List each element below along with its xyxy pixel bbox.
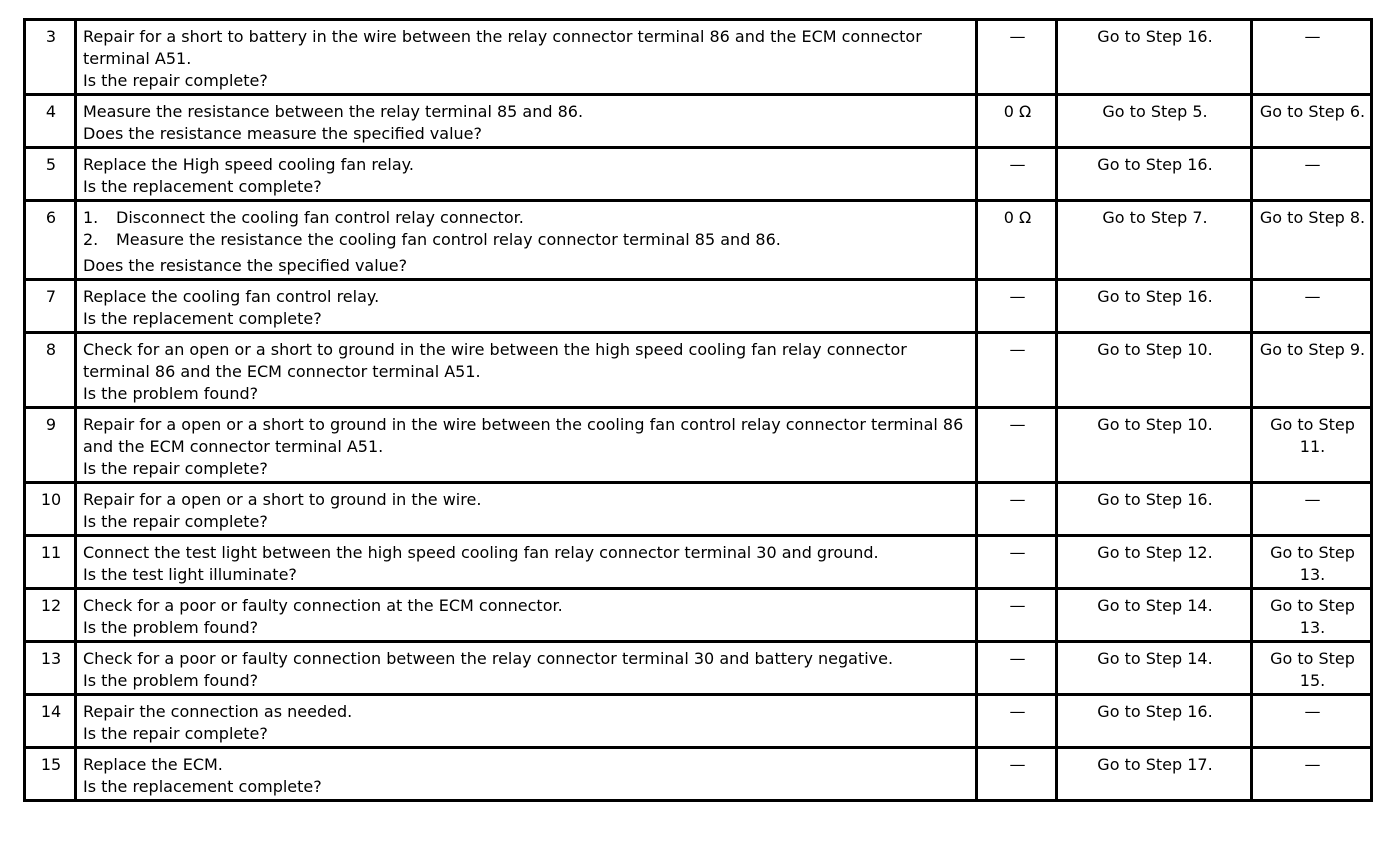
question-text: Is the repair complete? — [83, 71, 268, 90]
question-text: Is the repair complete? — [83, 459, 268, 478]
step-number-cell: 11 — [25, 536, 76, 589]
no-cell: — — [1252, 483, 1372, 536]
action-text: Connect the test light between the high speed cooling fan relay connector terminal 30 and ground. — [83, 543, 879, 562]
action-cell — [76, 695, 977, 748]
substep-list — [83, 207, 971, 251]
value-cell: 0 Ω — [977, 201, 1057, 280]
no-cell: — — [1252, 280, 1372, 333]
yes-cell: Go to Step 17. — [1057, 748, 1252, 801]
value-cell: — — [977, 148, 1057, 201]
yes-cell: Go to Step 16. — [1057, 483, 1252, 536]
no-cell: — — [1252, 748, 1372, 801]
table-row — [25, 695, 1372, 748]
step-number-cell: 10 — [25, 483, 76, 536]
action-cell — [76, 95, 977, 148]
yes-cell: Go to Step 5. — [1057, 95, 1252, 148]
substep-number: 1. — [83, 208, 99, 227]
value-cell: — — [977, 642, 1057, 695]
no-cell: Go to Step 11. — [1252, 408, 1372, 483]
action-text: Repair the connection as needed. — [83, 702, 353, 721]
action-cell — [76, 483, 977, 536]
question-text: Does the resistance the specified value? — [83, 256, 408, 275]
value-cell: — — [977, 748, 1057, 801]
substep-text: Measure the resistance the cooling fan control relay connector terminal 85 and 86. — [116, 230, 781, 249]
yes-cell: Go to Step 14. — [1057, 642, 1252, 695]
action-text: Repair for a short to battery in the wire between the relay connector terminal 86 and the ECM connector terminal A51. — [83, 27, 922, 68]
diagnostic-table-body — [25, 20, 1372, 801]
action-cell — [76, 333, 977, 408]
step-number-cell: 5 — [25, 148, 76, 201]
table-row — [25, 483, 1372, 536]
action-cell — [76, 201, 977, 280]
table-row — [25, 201, 1372, 280]
action-text: Measure the resistance between the relay terminal 85 and 86. — [83, 102, 584, 121]
yes-cell: Go to Step 10. — [1057, 408, 1252, 483]
no-cell: Go to Step 15. — [1252, 642, 1372, 695]
action-cell — [76, 20, 977, 95]
question-text: Is the repair complete? — [83, 724, 268, 743]
yes-cell: Go to Step 12. — [1057, 536, 1252, 589]
action-text: Check for a poor or faulty connection at the ECM connector. — [83, 596, 563, 615]
no-cell: Go to Step 9. — [1252, 333, 1372, 408]
substep-item — [83, 207, 971, 229]
no-cell: — — [1252, 695, 1372, 748]
no-cell: Go to Step 13. — [1252, 536, 1372, 589]
action-cell — [76, 642, 977, 695]
table-row — [25, 280, 1372, 333]
table-row — [25, 95, 1372, 148]
step-number-cell: 3 — [25, 20, 76, 95]
yes-cell: Go to Step 14. — [1057, 589, 1252, 642]
no-cell: — — [1252, 148, 1372, 201]
action-text: Repair for a open or a short to ground in the wire between the cooling fan control relay connector terminal 86 and the ECM connector terminal A51. — [83, 415, 964, 456]
value-cell: — — [977, 536, 1057, 589]
action-cell — [76, 748, 977, 801]
question-text: Is the replacement complete? — [83, 177, 322, 196]
substep-item — [83, 229, 971, 251]
table-row — [25, 536, 1372, 589]
value-cell: — — [977, 695, 1057, 748]
action-text: Check for a poor or faulty connection between the relay connector terminal 30 and battery negative. — [83, 649, 894, 668]
question-text: Is the replacement complete? — [83, 777, 322, 796]
substep-text: Disconnect the cooling fan control relay connector. — [116, 208, 524, 227]
step-number-cell: 14 — [25, 695, 76, 748]
action-text: Replace the ECM. — [83, 755, 223, 774]
table-row — [25, 333, 1372, 408]
question-text: Is the problem found? — [83, 618, 259, 637]
action-cell — [76, 408, 977, 483]
step-number-cell: 6 — [25, 201, 76, 280]
action-cell — [76, 589, 977, 642]
step-number-cell: 13 — [25, 642, 76, 695]
action-text: Repair for a open or a short to ground in the wire. — [83, 490, 482, 509]
table-row — [25, 148, 1372, 201]
question-text: Does the resistance measure the specified value? — [83, 124, 482, 143]
table-row — [25, 642, 1372, 695]
yes-cell: Go to Step 16. — [1057, 148, 1252, 201]
step-number-cell: 4 — [25, 95, 76, 148]
step-number-cell: 9 — [25, 408, 76, 483]
value-cell: — — [977, 20, 1057, 95]
no-cell: Go to Step 13. — [1252, 589, 1372, 642]
substep-number: 2. — [83, 230, 99, 249]
question-text: Is the problem found? — [83, 384, 259, 403]
no-cell: Go to Step 8. — [1252, 201, 1372, 280]
diagnostic-table — [23, 18, 1373, 802]
table-row — [25, 20, 1372, 95]
value-cell: — — [977, 333, 1057, 408]
step-number-cell: 7 — [25, 280, 76, 333]
action-cell — [76, 148, 977, 201]
yes-cell: Go to Step 16. — [1057, 280, 1252, 333]
question-text: Is the problem found? — [83, 671, 259, 690]
step-number-cell: 8 — [25, 333, 76, 408]
table-row — [25, 408, 1372, 483]
yes-cell: Go to Step 10. — [1057, 333, 1252, 408]
action-text: Check for an open or a short to ground in the wire between the high speed cooling fan relay connector terminal 86 and the ECM connector terminal A51. — [83, 340, 907, 381]
action-text: Replace the High speed cooling fan relay. — [83, 155, 414, 174]
value-cell: — — [977, 483, 1057, 536]
question-text: Is the replacement complete? — [83, 309, 322, 328]
yes-cell: Go to Step 16. — [1057, 20, 1252, 95]
value-cell: 0 Ω — [977, 95, 1057, 148]
question-text: Is the test light illuminate? — [83, 565, 297, 584]
action-cell — [76, 536, 977, 589]
no-cell: — — [1252, 20, 1372, 95]
yes-cell: Go to Step 16. — [1057, 695, 1252, 748]
value-cell: — — [977, 408, 1057, 483]
step-number-cell: 15 — [25, 748, 76, 801]
no-cell: Go to Step 6. — [1252, 95, 1372, 148]
yes-cell: Go to Step 7. — [1057, 201, 1252, 280]
table-row — [25, 748, 1372, 801]
value-cell: — — [977, 280, 1057, 333]
step-number-cell: 12 — [25, 589, 76, 642]
action-cell — [76, 280, 977, 333]
question-text: Is the repair complete? — [83, 512, 268, 531]
action-text: Replace the cooling fan control relay. — [83, 287, 380, 306]
value-cell: — — [977, 589, 1057, 642]
table-row — [25, 589, 1372, 642]
